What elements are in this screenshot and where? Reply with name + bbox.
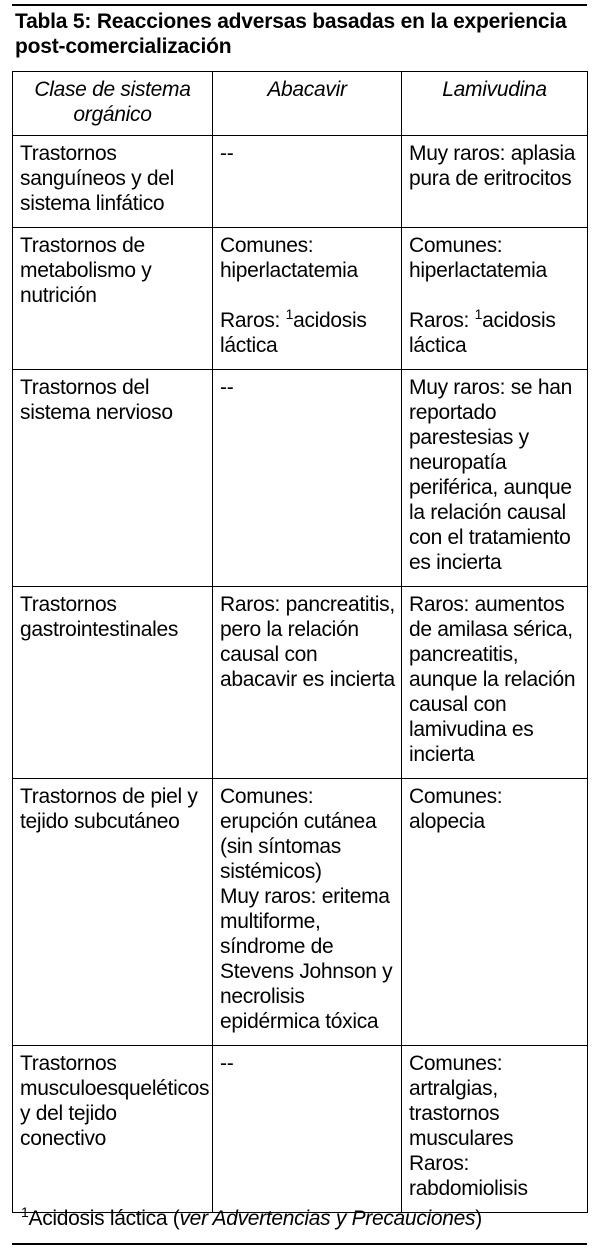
- cell-lamivudina: [402, 228, 588, 370]
- footnote-close: ): [475, 1207, 482, 1230]
- text-run: Raros:: [220, 309, 286, 332]
- table-row: [13, 1046, 588, 1213]
- cell-lamivudina: Muy raros: se han reportado parestesias y neuropatía periférica, aunque la relación causal con el tratamiento es incierta: [402, 370, 588, 587]
- cell-lamivudina: [402, 1046, 588, 1213]
- cell-abacavir: [213, 779, 402, 1046]
- footnote-marker: 1: [285, 306, 294, 322]
- header-abacavir: Abacavir: [213, 72, 402, 136]
- title-top-rule: [12, 4, 587, 6]
- header-lamivudina: Lamivudina: [402, 72, 588, 136]
- table-row: [13, 370, 588, 587]
- cell-clase: Trastornos del sistema nervioso: [13, 370, 213, 587]
- cell-clase: Trastornos gastrointestinales: [13, 587, 213, 779]
- cell-lamivudina: Muy raros: aplasia pura de eritrocitos: [402, 136, 588, 228]
- table-header-row: [13, 72, 588, 136]
- table-row: [13, 587, 588, 779]
- text-run: acidosis láctica: [220, 309, 367, 357]
- cell-abacavir: --: [213, 1046, 402, 1213]
- text-run: acidosis láctica: [409, 309, 556, 357]
- table-row: [13, 136, 588, 228]
- cell-clase: Trastornos de piel y tejido subcutáneo: [13, 779, 213, 1046]
- cell-abacavir: --: [213, 370, 402, 587]
- cell-clase: Trastornos musculoesqueléticos y del tejido conectivo: [13, 1046, 213, 1213]
- text-run: Raros:: [409, 309, 475, 332]
- adverse-reactions-table: [12, 71, 588, 1213]
- footnote-marker: 1: [21, 1204, 29, 1220]
- cell-paragraph: Comunes: artralgias, trastornos musculares: [409, 1052, 514, 1150]
- cell-paragraph: [409, 308, 581, 358]
- cell-paragraph: Raros: rabdomiolisis: [409, 1152, 528, 1200]
- footnote-reference: ver Advertencias y Precauciones: [179, 1207, 476, 1230]
- cell-abacavir: --: [213, 136, 402, 228]
- bottom-rule: [12, 1243, 587, 1245]
- footnote-marker: 1: [474, 306, 483, 322]
- cell-paragraph: Muy raros: eritema multiforme, síndrome de Stevens Johnson y necrolisis epidérmica tóxica: [220, 885, 393, 1033]
- header-clase: Clase de sistema orgánico: [13, 72, 213, 136]
- cell-clase: Trastornos de metabolismo y nutrición: [13, 228, 213, 370]
- table-row: [13, 228, 588, 370]
- cell-abacavir: Raros: pancreatitis, pero la relación causal con abacavir es incierta: [213, 587, 402, 779]
- cell-clase: Trastornos sanguíneos y del sistema linfático: [13, 136, 213, 228]
- cell-abacavir: [213, 228, 402, 370]
- table-row: [13, 779, 588, 1046]
- cell-paragraph: Comunes: erupción cutánea (sin síntomas sistémicos): [220, 785, 377, 883]
- cell-lamivudina: Raros: aumentos de amilasa sérica, pancreatitis, aunque la relación causal con lamivudina es incierta: [402, 587, 588, 779]
- cell-paragraph: [220, 308, 395, 358]
- cell-paragraph: Comunes: hiperlactatemia: [220, 234, 358, 282]
- cell-paragraph: Comunes: hiperlactatemia: [409, 234, 547, 282]
- cell-lamivudina: Comunes: alopecia: [402, 779, 588, 1046]
- table-title: Tabla 5: Reacciones adversas basadas en la experiencia post-comercialización: [15, 10, 567, 58]
- footnote-text: Acidosis láctica (: [28, 1207, 180, 1230]
- table-footnote: [21, 1206, 482, 1231]
